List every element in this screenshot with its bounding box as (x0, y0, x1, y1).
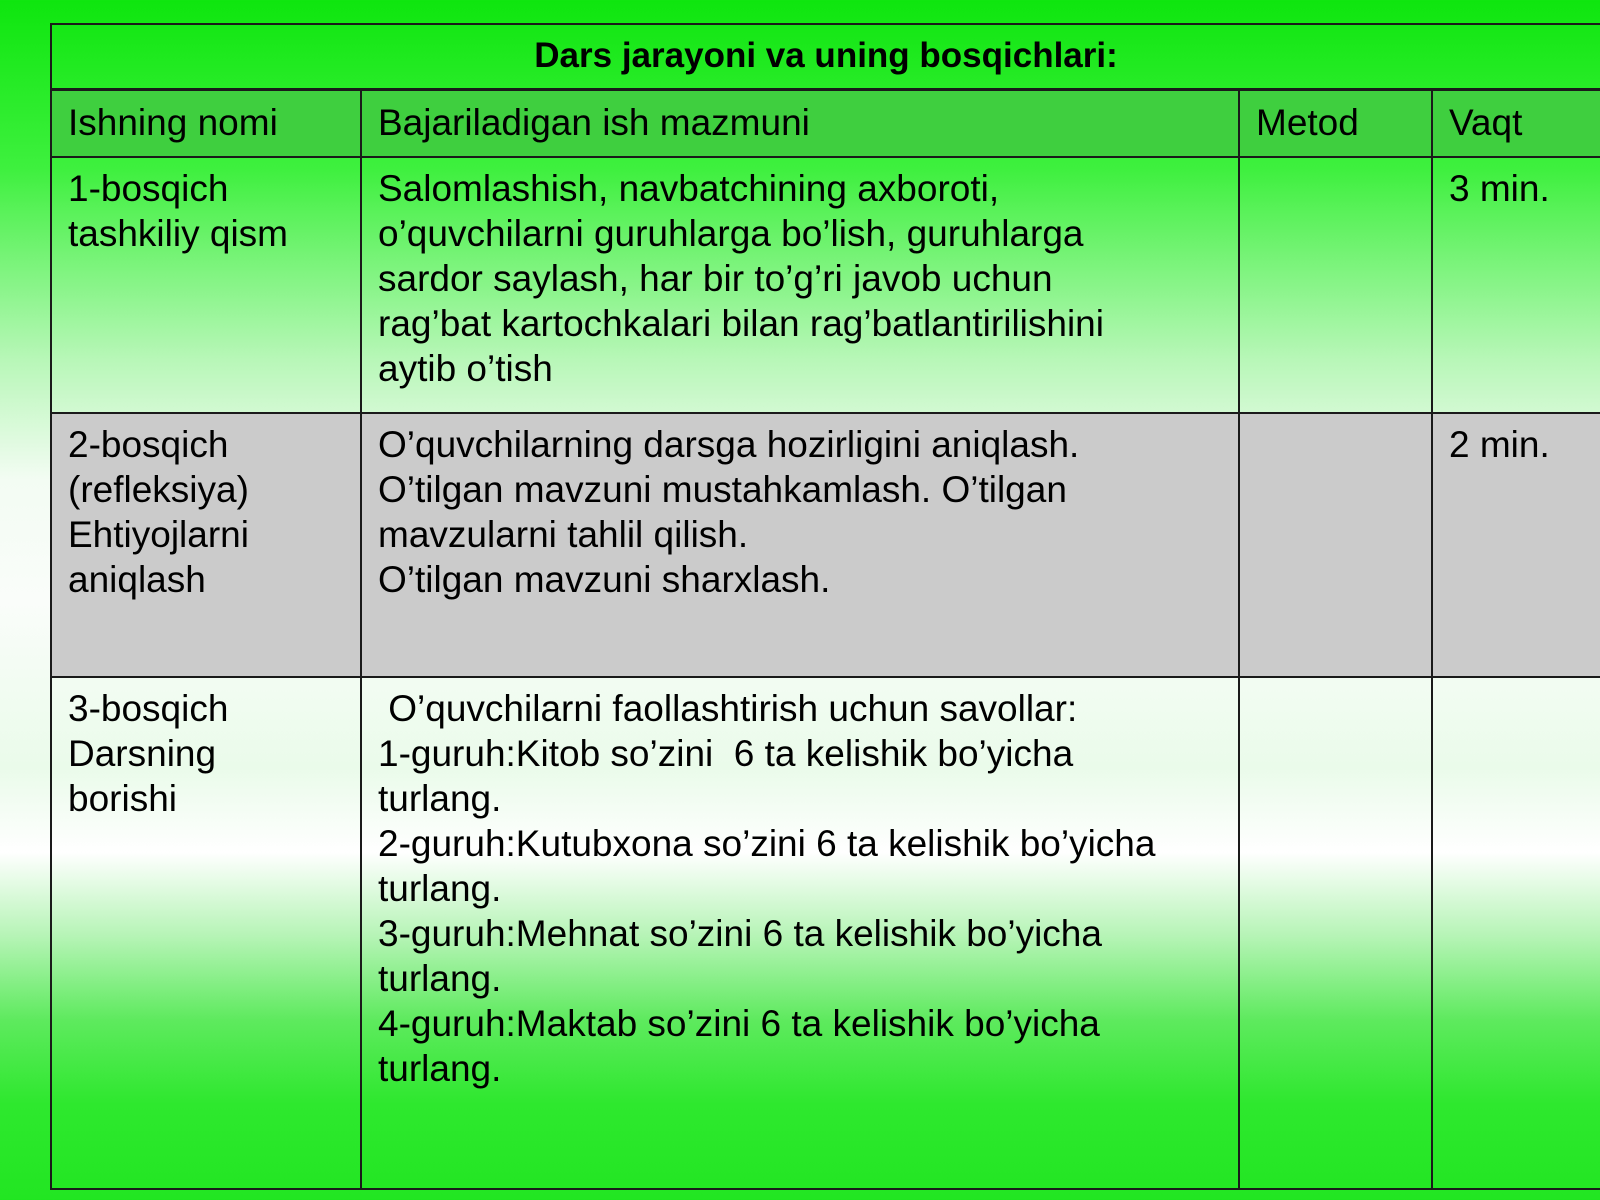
row-2-name: 2-bosqich (refleksiya) Ehtiyojlarni aniqlash (68, 423, 249, 600)
row-2-name-cell (51, 413, 361, 677)
header-method: Metod (1256, 102, 1359, 144)
row-2-content: O’quvchilarning darsga hozirligini aniqlash. O’tilgan mavzuni mustahkamlash. O’tilgan mavzularni tahlil qilish. O’tilgan mavzuni sharxlash. (378, 423, 1080, 600)
table-title-cell (51, 24, 1600, 89)
table-title: Dars jarayoni va uning bosqichlari: (534, 36, 1118, 76)
table-row (51, 413, 1600, 677)
header-time: Vaqt (1449, 102, 1523, 144)
row-1-name-cell (51, 157, 361, 413)
row-3-name: 3-bosqich Darsning borishi (68, 687, 229, 819)
row-2-content-cell (361, 413, 1239, 677)
header-cell-content (361, 89, 1239, 156)
row-3-content: O’quvchilarni faollashtirish uchun savollar: 1-guruh:Kitob so’zini 6 ta kelishik bo’yicha turlang. 2-guruh:Kutubxona so’zini 6 ta kelishik bo’yicha turlang. 3-guruh:Mehnat so’zini 6 ta kelishik bo’yicha turlang. 4-guruh:Maktab so’zini 6 ta kelishik bo’yicha turlang. (378, 687, 1156, 1089)
row-2-method (1240, 414, 1431, 422)
row-1-method (1240, 158, 1431, 166)
row-2-time-cell (1432, 413, 1600, 677)
row-3-time-cell (1432, 677, 1600, 1190)
row-1-content-cell (361, 157, 1239, 413)
table-title-row (51, 24, 1600, 89)
row-2-time: 2 min. (1449, 423, 1550, 465)
lesson-stages-table (50, 23, 1600, 1190)
row-3-time (1433, 678, 1600, 686)
row-1-name: 1-bosqich tashkiliy qism (68, 167, 288, 254)
header-cell-name (51, 89, 361, 156)
row-3-content-cell (361, 677, 1239, 1190)
table-row (51, 157, 1600, 413)
row-3-method-cell (1239, 677, 1432, 1190)
row-2-method-cell (1239, 413, 1432, 677)
row-3-name-cell (51, 677, 361, 1190)
table-header-row (51, 89, 1600, 156)
header-name: Ishning nomi (68, 102, 278, 144)
row-1-content: Salomlashish, navbatchining axboroti, o’quvchilarni guruhlarga bo’lish, guruhlarga sardor saylash, har bir to’g’ri javob uchun rag’bat kartochkalari bilan rag’batlantirilishini aytib o’tish (378, 167, 1104, 389)
header-cell-time (1432, 89, 1600, 156)
row-1-time: 3 min. (1449, 167, 1550, 209)
table-row (51, 677, 1600, 1190)
header-content: Bajariladigan ish mazmuni (378, 102, 810, 144)
row-3-method (1240, 678, 1431, 686)
header-cell-method (1239, 89, 1432, 156)
row-1-time-cell (1432, 157, 1600, 413)
row-1-method-cell (1239, 157, 1432, 413)
